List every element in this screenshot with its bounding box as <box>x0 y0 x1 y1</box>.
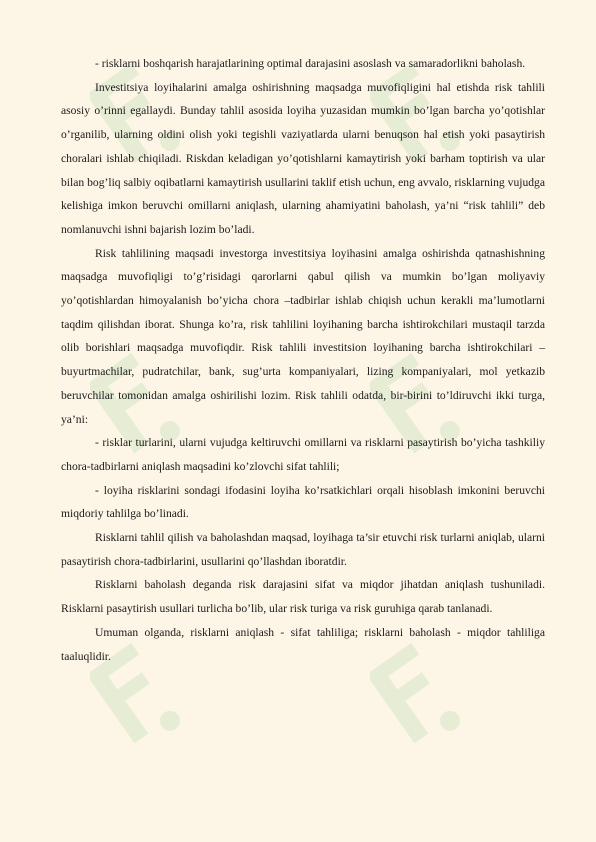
paragraph-conclusion: Umuman olganda, risklarni aniqlash - sifat tahliliga; risklarni baholash - miqdor tahliliga taaluqlidir. <box>61 625 545 663</box>
document-body <box>61 52 545 668</box>
paragraph-risk-cost-bullet: - risklarni boshqarish harajatlarining optimal darajasini asoslash va samaradorlikni baholash. <box>95 57 526 70</box>
paragraph-qualitative-analysis-bullet: - risklar turlarini, ularni vujudga keltiruvchi omillarni va risklarni pasaytirish bo’yicha tashkiliy chora-tadbirlarni aniqlash maqsadini ko’zlovchi sifat tahlili; <box>61 436 545 473</box>
paragraph-risk-assessment: Risklarni baholash deganda risk darajasini sifat va miqdor jihatdan aniqlash tushuniladi. Risklarni pasaytirish usullari turlicha bo’lib, ular risk turiga va risk guruhiga qarab tanlanadi. <box>61 578 545 616</box>
paragraph-quantitative-analysis-bullet: - loyiha risklarini sondagi ifodasini loyiha ko’rsatkichlari orqali hisoblash imkonini beruvchi miqdoriy tahlilga bo’linadi. <box>61 483 545 521</box>
paragraph-investment-risk-analysis: Investitsiya loyihalarini amalga oshirishning maqsadga muvofiqligini hal etishda risk tahlili asosiy o’rinni egallaydi. Bunday tahlil asosida loyiha yuzasidan mumkin bo’lgan barcha yo’qotishlar o’rganilib, ularning oldini olish yoki tegishli vaziyatlarda ularni benuqson hal etish yoki pasaytirish choralari ishlab chiqiladi. Riskdan keladigan yo’qotishlarni kamaytirish yoki barham toptirish va ular bilan bog’liq salbiy oqibatlarni kamaytirish usullarini taklif etish uchun, eng avvalo, risklarning vujudga kelishiga imkon beruvchi omillarni aniqlash, ularning ahamiyatini baholash, ya’ni “risk tahlili” deb nomlanuvchi ishni bajarish lozim bo’ladi. <box>61 80 545 236</box>
paragraph-analysis-purpose: Risklarni tahlil qilish va baholashdan maqsad, loyihaga ta’sir etuvchi risk turlarni aniqlab, ularni pasaytirish chora-tadbirlarini, usullarini qo’llashdan iboratdir. <box>61 531 545 568</box>
paragraph-risk-analysis-goal: Risk tahlilining maqsadi investorga investitsiya loyihasini amalga oshirishda qatnashishning maqsadga muvofiqligi to’g’risidagi qarorlarni qabul qilish va mumkin bo’lgan moliyaviy yo’qotishlardan himoyalanish bo’yicha chora –tadbirlar ishlab chiqish uchun kerakli ma’lumotlarni taqdim qilishdan iborat. Shunga ko’ra, risk tahlilini loyihaning barcha ishtirokchilari mustaqil tarzda olib borishlari maqsadga muvofiqdir. Risk tahlili investitsion loyihaning barcha ishtirokchilari – buyurtmachilar, pudratchilar, bank, sug’urta kompaniyalari, lizing kompaniyalari, mol yetkazib beruvchilar tomonidan amalga oshirilishi lozim. Risk tahlili odatda, bir-birini to’ldiruvchi ikki turga, ya’ni: <box>61 246 545 426</box>
